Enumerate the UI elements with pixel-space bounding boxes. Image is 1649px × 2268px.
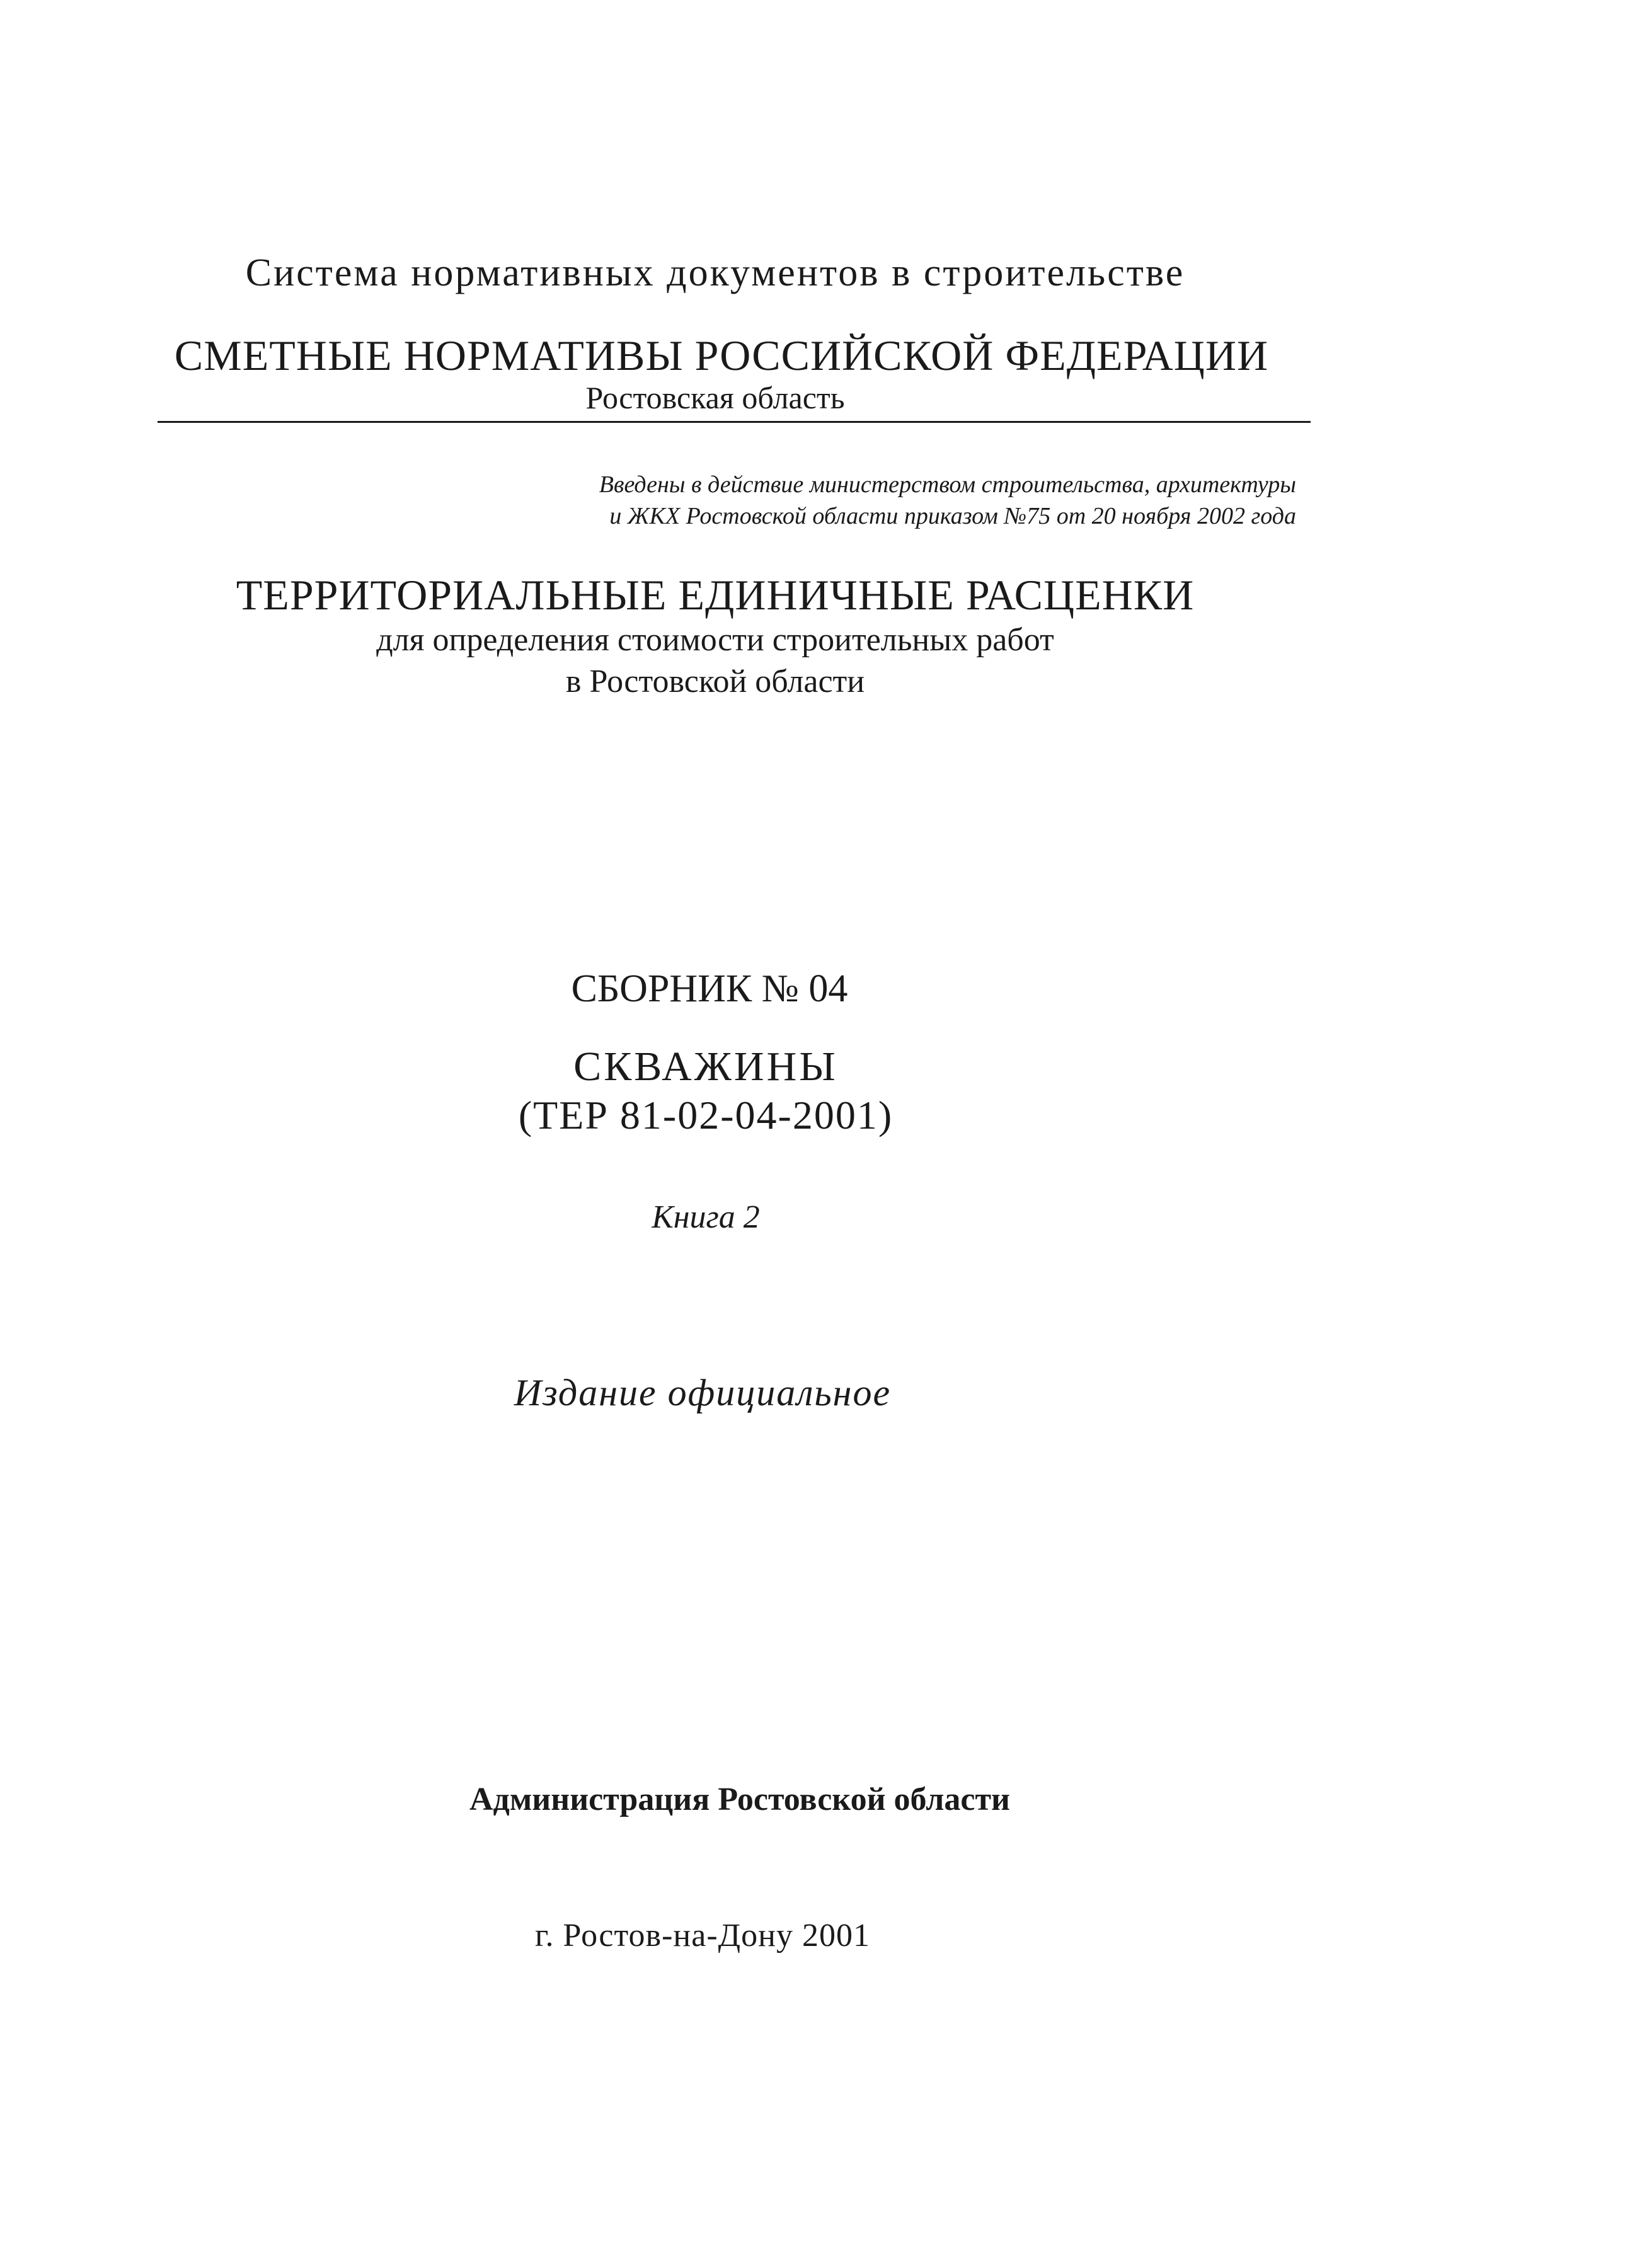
main-title: СМЕТНЫЕ НОРМАТИВЫ РОССИЙСКОЙ ФЕДЕРАЦИИ — [174, 331, 1269, 379]
document-subtitle-line-1: для определения стоимости строительных работ — [376, 622, 1054, 658]
book-number: Книга 2 — [652, 1199, 760, 1235]
publisher: Администрация Ростовской области — [469, 1782, 1010, 1817]
series-title: Система нормативных документов в строительстве — [245, 251, 1185, 294]
intro-line-2: и ЖКХ Ростовской области приказом №75 от 20 ноября 2002 года — [609, 503, 1296, 529]
document-subtitle-line-2: в Ростовской области — [565, 664, 865, 699]
document-code: (ТЕР 81-02-04-2001) — [518, 1093, 893, 1137]
region-label: Ростовская область — [585, 380, 845, 415]
header-divider — [158, 421, 1311, 423]
edition-label: Издание официальное — [514, 1372, 892, 1413]
collection-number: СБОРНИК № 04 — [571, 967, 848, 1010]
section-title: СКВАЖИНЫ — [573, 1044, 838, 1090]
document-title: ТЕРРИТОРИАЛЬНЫЕ ЕДИНИЧНЫЕ РАСЦЕНКИ — [236, 571, 1195, 619]
intro-line-1: Введены в действие министерством строительства, архитектуры — [599, 471, 1296, 498]
city-year: г. Ростов-на-Дону 2001 — [535, 1918, 870, 1954]
